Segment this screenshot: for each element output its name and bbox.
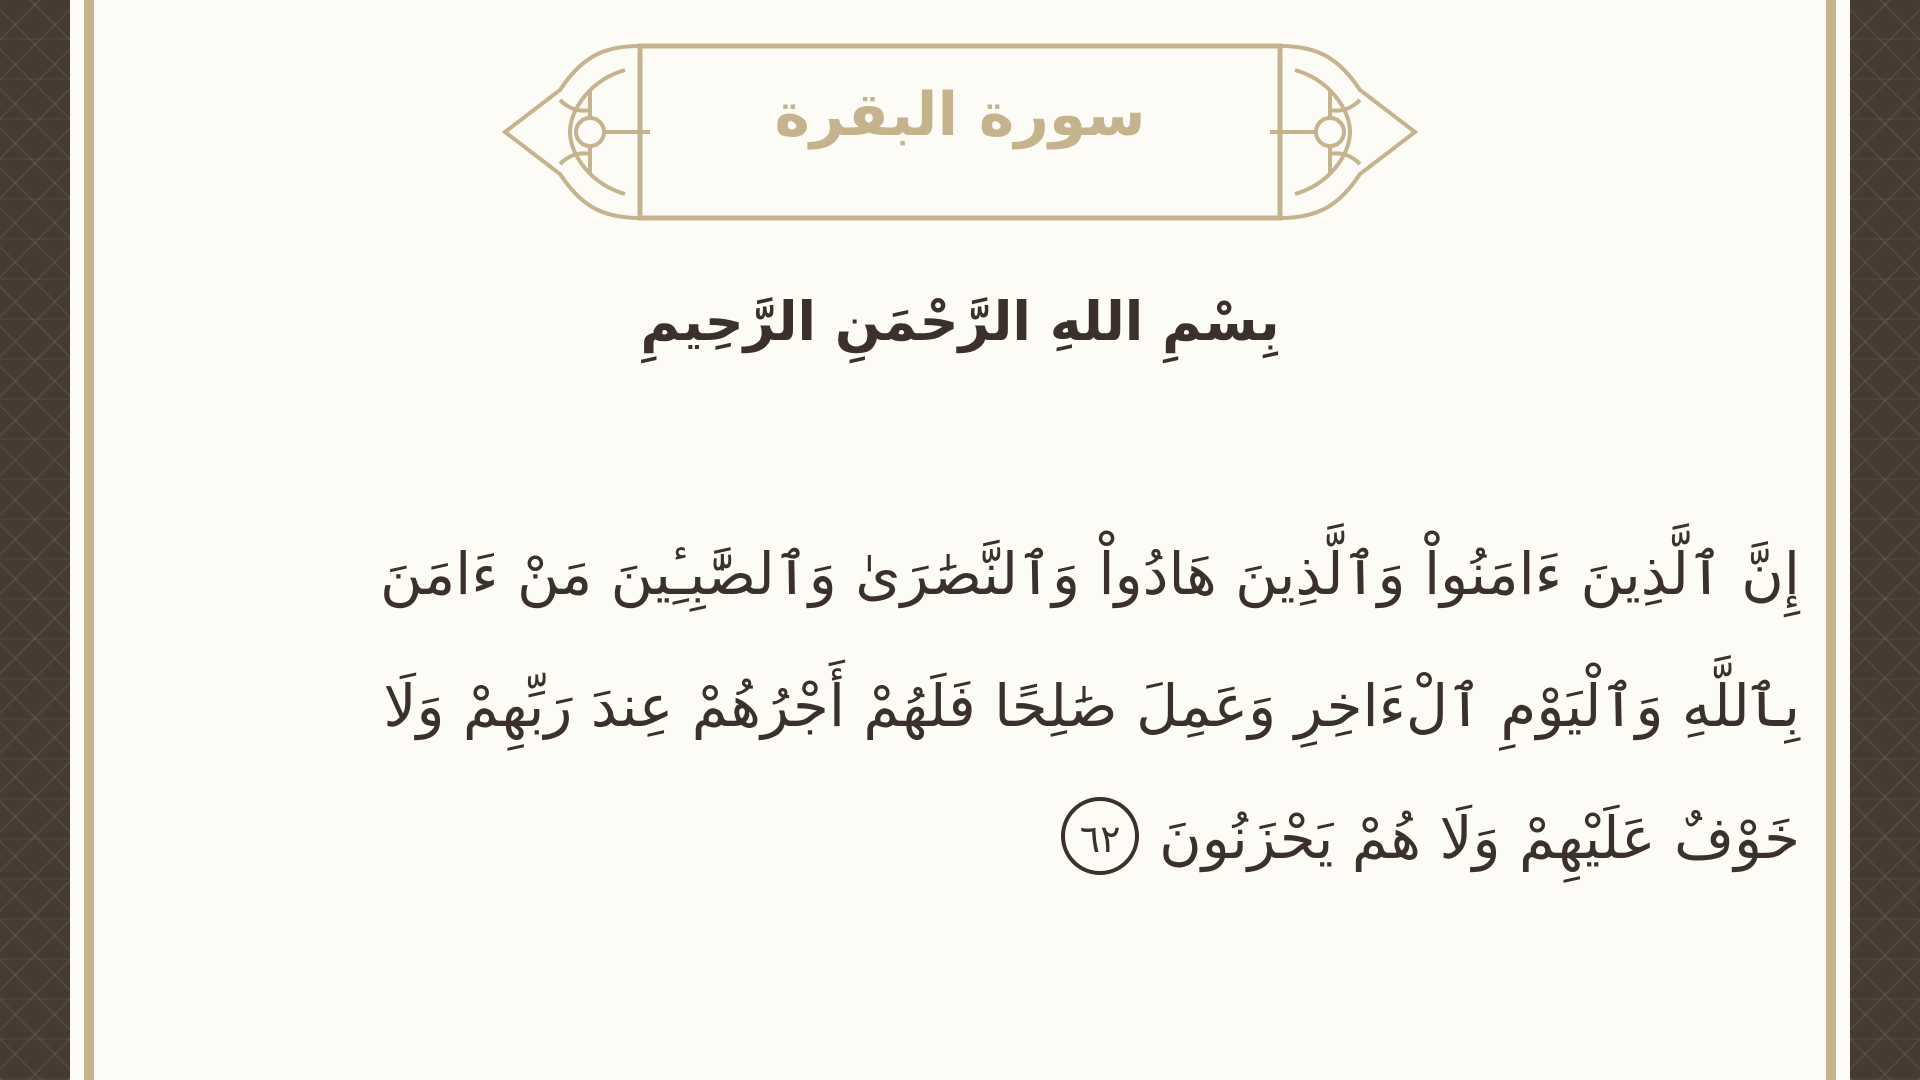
verse-line-2: بِٱللَّهِ وَٱلْيَوْمِ ٱلْءَاخِرِ وَعَمِلَ صَٰلِحًا فَلَهُمْ أَجْرُهُمْ عِندَ رَبِّهِمْ وَلَا bbox=[383, 672, 1800, 740]
left-gold-rule bbox=[84, 0, 94, 1080]
verse-line-3 bbox=[300, 772, 1800, 904]
surah-title-cartouche bbox=[500, 40, 1420, 230]
basmala-calligraphy: بِسْمِ اللهِ الرَّحْمَنِ الرَّحِيمِ bbox=[640, 290, 1280, 353]
verse-text bbox=[300, 508, 1800, 904]
right-gold-rule bbox=[1826, 0, 1836, 1080]
verse-line-1: إِنَّ ٱلَّذِينَ ءَامَنُواْ وَٱلَّذِينَ هَادُواْ وَٱلنَّصَٰرَىٰ وَٱلصَّٰبِـِٔينَ مَنْ ءَامَنَ bbox=[379, 540, 1800, 608]
left-ornamental-border bbox=[0, 0, 70, 1080]
verse-number-marker: ٦٢ bbox=[1061, 797, 1139, 875]
surah-title: سورة البقرة bbox=[774, 80, 1146, 150]
right-ornamental-border bbox=[1850, 0, 1920, 1080]
verse-line-3-text: خَوْفٌ عَلَيْهِمْ وَلَا هُمْ يَحْزَنُونَ bbox=[1159, 804, 1800, 872]
